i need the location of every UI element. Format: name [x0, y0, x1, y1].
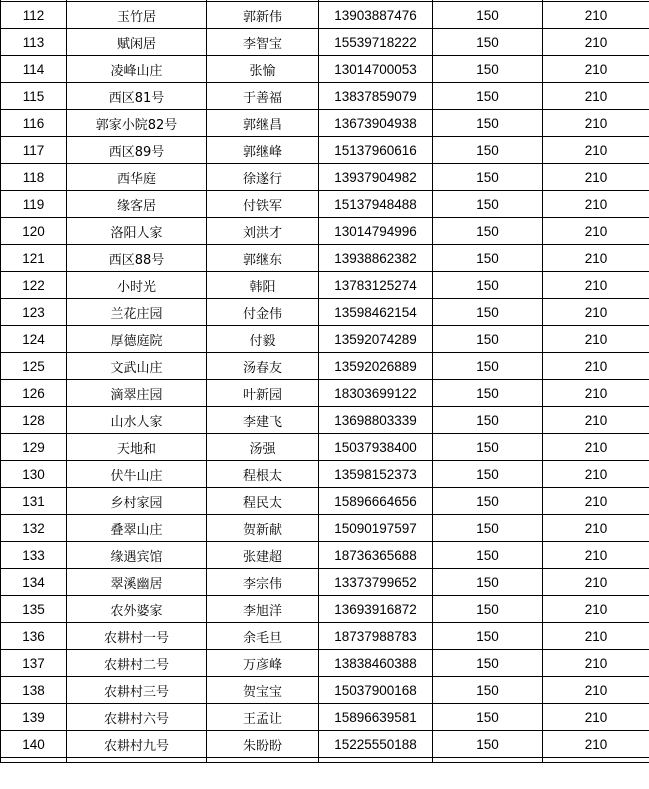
cell-contact: 韩阳: [207, 272, 319, 299]
cell-contact: 王孟让: [207, 704, 319, 731]
table-row: [1, 218, 649, 245]
cell-price-a: 150: [433, 191, 543, 218]
table-row: [1, 596, 649, 623]
table-row: [1, 245, 649, 272]
cell-index: 134: [1, 569, 67, 596]
cell-price-a: 150: [433, 650, 543, 677]
cell-index: 122: [1, 272, 67, 299]
cell-price-a: 150: [433, 353, 543, 380]
cell-name: 赋闲居: [67, 29, 207, 56]
cell-phone: 13598462154: [319, 299, 433, 326]
table-row: [1, 110, 649, 137]
cell-index: 129: [1, 434, 67, 461]
cell-contact: 朱盼盼: [207, 731, 319, 758]
cell-contact: 郭继昌: [207, 110, 319, 137]
cell-phone: 15090197597: [319, 515, 433, 542]
cell-price-a: 150: [433, 164, 543, 191]
cell-phone: 15037900168: [319, 677, 433, 704]
cell-phone: 13693916872: [319, 596, 433, 623]
cell-phone: 13673904938: [319, 110, 433, 137]
cell-name: 农耕村一号: [67, 623, 207, 650]
cell-price-a: 150: [433, 677, 543, 704]
cell-phone: 13592026889: [319, 353, 433, 380]
cell-name: 西区81号: [67, 83, 207, 110]
cell-price-b: 210: [543, 191, 649, 218]
cell-name: 兰花庄园: [67, 299, 207, 326]
cell-name: 西区88号: [67, 245, 207, 272]
cell-phone: 15037938400: [319, 434, 433, 461]
cell-name: 玉竹居: [67, 2, 207, 29]
table-row: [1, 515, 649, 542]
table-row: [1, 434, 649, 461]
cell-name: 文武山庄: [67, 353, 207, 380]
cell-price-b: 210: [543, 353, 649, 380]
cell-phone: 15137960616: [319, 137, 433, 164]
cell-name: 农耕村九号: [67, 731, 207, 758]
cell-phone: 13373799652: [319, 569, 433, 596]
cell-price-a: 150: [433, 596, 543, 623]
cell-index: 119: [1, 191, 67, 218]
cell-price-a: 150: [433, 704, 543, 731]
cell-index: 139: [1, 704, 67, 731]
cell-price-b: 210: [543, 542, 649, 569]
cell-phone: 13783125274: [319, 272, 433, 299]
cell-price-b: 210: [543, 407, 649, 434]
cell-price-b: 210: [543, 731, 649, 758]
table-body: [1, 0, 649, 763]
cell-contact: 张愉: [207, 56, 319, 83]
cell-contact: 叶新园: [207, 380, 319, 407]
cell-price-a: 150: [433, 488, 543, 515]
cell-contact: 付毅: [207, 326, 319, 353]
cell-contact: 付金伟: [207, 299, 319, 326]
cell-price-a: 150: [433, 137, 543, 164]
cell-name: 西华庭: [67, 164, 207, 191]
cell-contact: 李建飞: [207, 407, 319, 434]
cell-contact: 郭继峰: [207, 137, 319, 164]
cell-price-b: 210: [543, 677, 649, 704]
cell-price-a: 150: [433, 2, 543, 29]
cell-price-a: 150: [433, 461, 543, 488]
cell-phone: 13698803339: [319, 407, 433, 434]
cell-phone: 13838460388: [319, 650, 433, 677]
cell-index: 121: [1, 245, 67, 272]
cell-price-b: 210: [543, 596, 649, 623]
table-row: [1, 272, 649, 299]
cell-name: 郭家小院82号: [67, 110, 207, 137]
cell-price-b: 210: [543, 488, 649, 515]
table-row: [1, 191, 649, 218]
cell-phone: 13937904982: [319, 164, 433, 191]
cell-index: 117: [1, 137, 67, 164]
table-row: [1, 461, 649, 488]
cell-price-a: 150: [433, 731, 543, 758]
cell-phone: 15225550188: [319, 731, 433, 758]
cell-index: 126: [1, 380, 67, 407]
cell-price-a: 150: [433, 245, 543, 272]
cell-contact: 徐遂行: [207, 164, 319, 191]
cell-name: 农耕村二号: [67, 650, 207, 677]
cell-name: 厚德庭院: [67, 326, 207, 353]
cell-contact: 张建超: [207, 542, 319, 569]
cell-name: 山水人家: [67, 407, 207, 434]
cell-index: 118: [1, 164, 67, 191]
cell-price-a: 150: [433, 272, 543, 299]
table-row: [1, 353, 649, 380]
table-row: [1, 2, 649, 29]
table-row-partial: [1, 758, 649, 763]
cell-price-b: 210: [543, 515, 649, 542]
cell-phone: 13598152373: [319, 461, 433, 488]
cell-price-b: 210: [543, 164, 649, 191]
cell-phone: 15896664656: [319, 488, 433, 515]
cell-price-a: 150: [433, 407, 543, 434]
table-row: [1, 299, 649, 326]
cell-index: 128: [1, 407, 67, 434]
cell-price-a: 150: [433, 218, 543, 245]
cell-phone: 13592074289: [319, 326, 433, 353]
cell-index: 114: [1, 56, 67, 83]
cell-price-a: 150: [433, 299, 543, 326]
cell-contact: 汤强: [207, 434, 319, 461]
cell-name: 农外婆家: [67, 596, 207, 623]
cell-contact: 程根太: [207, 461, 319, 488]
cell-index: 135: [1, 596, 67, 623]
table-row: [1, 650, 649, 677]
cell-price-b: 210: [543, 218, 649, 245]
cell-contact: 余毛旦: [207, 623, 319, 650]
cell-index: 137: [1, 650, 67, 677]
cell-contact: 贺新献: [207, 515, 319, 542]
cell-index: 116: [1, 110, 67, 137]
cell-name: 西区89号: [67, 137, 207, 164]
cell-index: 124: [1, 326, 67, 353]
cell-contact: 万彦峰: [207, 650, 319, 677]
cell-contact: 刘洪才: [207, 218, 319, 245]
cell-phone: 18737988783: [319, 623, 433, 650]
cell-contact: 李旭洋: [207, 596, 319, 623]
table-row: [1, 623, 649, 650]
cell-price-b: 210: [543, 299, 649, 326]
cell-index: 113: [1, 29, 67, 56]
cell-index: 131: [1, 488, 67, 515]
cell-price-a: 150: [433, 380, 543, 407]
cell-price-a: 150: [433, 515, 543, 542]
cell-partial: [319, 758, 433, 763]
cell-partial: [1, 758, 67, 763]
cell-phone: 13837859079: [319, 83, 433, 110]
cell-contact: 程民太: [207, 488, 319, 515]
table-row: [1, 29, 649, 56]
table-row: [1, 380, 649, 407]
cell-name: 农耕村六号: [67, 704, 207, 731]
cell-price-b: 210: [543, 650, 649, 677]
cell-price-b: 210: [543, 2, 649, 29]
table-row: [1, 677, 649, 704]
cell-price-a: 150: [433, 56, 543, 83]
cell-contact: 于善福: [207, 83, 319, 110]
cell-name: 叠翠山庄: [67, 515, 207, 542]
cell-contact: 郭继东: [207, 245, 319, 272]
cell-price-a: 150: [433, 542, 543, 569]
cell-phone: 13014794996: [319, 218, 433, 245]
cell-name: 翠溪幽居: [67, 569, 207, 596]
cell-name: 洛阳人家: [67, 218, 207, 245]
cell-index: 132: [1, 515, 67, 542]
cell-price-b: 210: [543, 83, 649, 110]
cell-index: 123: [1, 299, 67, 326]
cell-price-b: 210: [543, 245, 649, 272]
cell-phone: 15896639581: [319, 704, 433, 731]
cell-price-b: 210: [543, 623, 649, 650]
cell-phone: 13938862382: [319, 245, 433, 272]
cell-index: 120: [1, 218, 67, 245]
cell-price-a: 150: [433, 110, 543, 137]
cell-phone: 18736365688: [319, 542, 433, 569]
cell-price-b: 210: [543, 704, 649, 731]
cell-price-b: 210: [543, 326, 649, 353]
cell-name: 缘客居: [67, 191, 207, 218]
table-row: [1, 407, 649, 434]
cell-phone: 13014700053: [319, 56, 433, 83]
cell-partial: [67, 758, 207, 763]
cell-price-b: 210: [543, 380, 649, 407]
cell-contact: 付铁军: [207, 191, 319, 218]
cell-index: 115: [1, 83, 67, 110]
cell-price-a: 150: [433, 434, 543, 461]
table-row: [1, 569, 649, 596]
table-row: [1, 137, 649, 164]
cell-name: 乡村家园: [67, 488, 207, 515]
cell-phone: 15137948488: [319, 191, 433, 218]
cell-contact: 贺宝宝: [207, 677, 319, 704]
cell-phone: 13903887476: [319, 2, 433, 29]
cell-index: 125: [1, 353, 67, 380]
cell-price-b: 210: [543, 56, 649, 83]
cell-price-a: 150: [433, 623, 543, 650]
cell-partial: [433, 758, 543, 763]
cell-contact: 汤春友: [207, 353, 319, 380]
table-row: [1, 56, 649, 83]
table-row: [1, 326, 649, 353]
cell-price-a: 150: [433, 326, 543, 353]
cell-phone: 18303699122: [319, 380, 433, 407]
table-row: [1, 542, 649, 569]
cell-name: 伏牛山庄: [67, 461, 207, 488]
cell-partial: [543, 758, 649, 763]
cell-price-a: 150: [433, 83, 543, 110]
cell-index: 140: [1, 731, 67, 758]
cell-price-b: 210: [543, 29, 649, 56]
table-row: [1, 704, 649, 731]
table-row: [1, 83, 649, 110]
table-row: [1, 731, 649, 758]
cell-index: 133: [1, 542, 67, 569]
cell-contact: 李宗伟: [207, 569, 319, 596]
cell-price-b: 210: [543, 461, 649, 488]
cell-price-b: 210: [543, 272, 649, 299]
cell-price-b: 210: [543, 569, 649, 596]
cell-index: 130: [1, 461, 67, 488]
cell-price-a: 150: [433, 29, 543, 56]
cell-contact: 李智宝: [207, 29, 319, 56]
cell-phone: 15539718222: [319, 29, 433, 56]
cell-name: 天地和: [67, 434, 207, 461]
table-row: [1, 164, 649, 191]
cell-name: 凌峰山庄: [67, 56, 207, 83]
cell-price-a: 150: [433, 569, 543, 596]
cell-name: 缘遇宾馆: [67, 542, 207, 569]
cell-contact: 郭新伟: [207, 2, 319, 29]
cell-name: 农耕村三号: [67, 677, 207, 704]
cell-name: 滴翠庄园: [67, 380, 207, 407]
cell-index: 138: [1, 677, 67, 704]
cell-index: 112: [1, 2, 67, 29]
cell-name: 小时光: [67, 272, 207, 299]
cell-price-b: 210: [543, 137, 649, 164]
cell-price-b: 210: [543, 434, 649, 461]
cell-partial: [207, 758, 319, 763]
cell-price-b: 210: [543, 110, 649, 137]
table-row: [1, 488, 649, 515]
cell-index: 136: [1, 623, 67, 650]
